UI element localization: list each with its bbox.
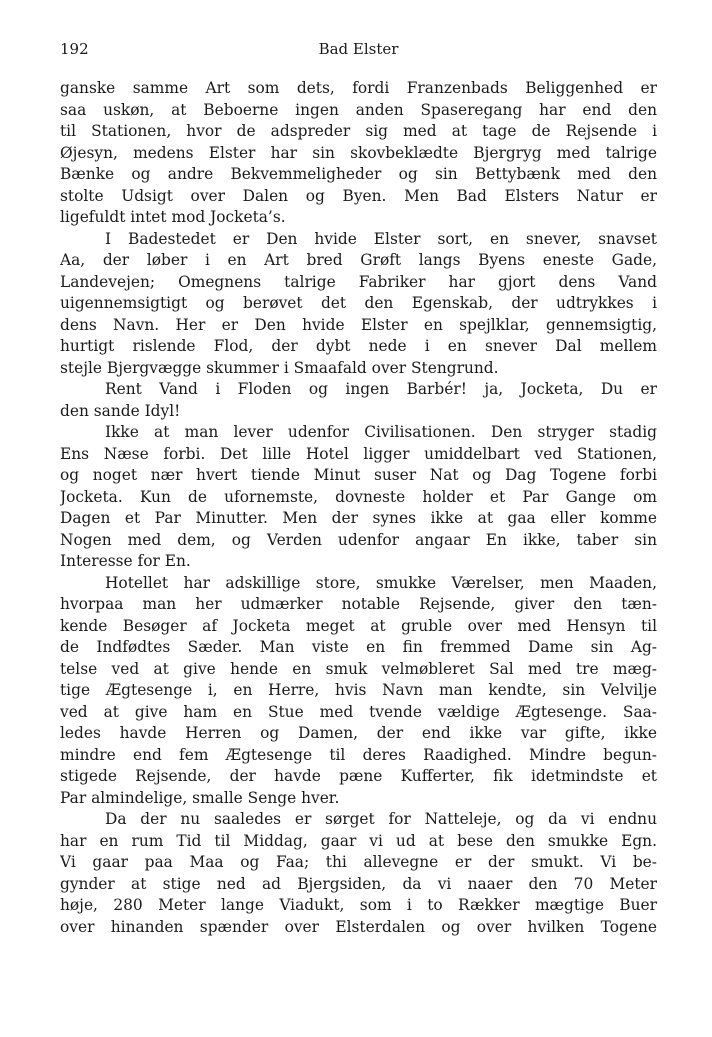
page-number: 192: [60, 40, 89, 58]
text-line: uigennemsigtigt og berøvet det den Egenskab, der udtrykkes i: [60, 294, 657, 312]
text-line: Interesse for En.: [60, 552, 191, 570]
text-line: ledes havde Herren og Damen, der end ikke var gifte, ikke: [60, 724, 657, 742]
paragraph: [60, 229, 657, 380]
text-line: I Badestedet er Den hvide Elster sort, en snever, snavset: [105, 229, 657, 248]
paragraph: [60, 379, 657, 422]
text-line: stejle Bjergvægge skummer i Smaafald over Stengrund.: [60, 358, 499, 377]
text-line: hvorpaa man her udmærker notable Rejsende, giver den tæn-: [60, 595, 657, 613]
text-line: den sande Idyl!: [60, 401, 181, 420]
text-line: stolte Udsigt over Dalen og Byen. Men Bad Elsters Natur er: [60, 186, 657, 205]
text-line: høje, 280 Meter lange Viadukt, som i to Rækker mægtige Buer: [60, 896, 657, 914]
text-line: saa uskøn, at Beboerne ingen anden Spaseregang har end den: [60, 100, 657, 119]
text-line: Øjesyn, medens Elster har sin skovbeklædte Bjergryg med talrige: [60, 143, 657, 162]
text-line: Landevejen; Omegnens talrige Fabriker har gjort dens Vand: [60, 272, 657, 291]
text-line: Ens Næse forbi. Det lille Hotel ligger umiddelbart ved Stationen,: [60, 444, 657, 463]
text-line: Bænke og andre Bekvemmeligheder og sin Bettybænk med den: [60, 165, 657, 183]
text-line: de Indfødtes Sæder. Man viste en fin fremmed Dame sin Ag-: [60, 638, 657, 656]
text-line: tige Ægtesenge i, en Herre, hvis Navn man kendte, sin Velvilje: [60, 681, 657, 699]
text-line: Dagen et Par Minutter. Men der synes ikke at gaa eller komme: [60, 509, 657, 527]
running-title: Bad Elster: [318, 40, 399, 58]
text-line: ligefuldt intet mod Jocketa’s.: [60, 208, 286, 226]
paragraph: [60, 809, 657, 938]
text-line: Hotellet har adskillige store, smukke Værelser, men Maaden,: [105, 573, 657, 592]
text-line: Nogen med dem, og Verden udenfor angaar En ikke, taber sin: [60, 530, 657, 549]
text-line: ganske samme Art som dets, fordi Franzenbads Beliggenhed er: [60, 79, 657, 97]
text-line: Da der nu saaledes er sørget for Natteleje, og da vi endnu: [105, 810, 657, 828]
text-line: stigede Rejsende, der havde pæne Kufferter, fik idetmindste et: [60, 767, 657, 785]
text-line: mindre end fem Ægtesenge til deres Raadighed. Mindre begun-: [60, 745, 657, 764]
text-line: Ikke at man lever udenfor Civilisationen. Den stryger stadig: [105, 423, 657, 441]
text-line: Jocketa. Kun de ufornemste, dovneste holder et Par Gange om: [60, 487, 657, 506]
paragraph: [60, 78, 657, 229]
text-line: telse ved at give hende en smuk velmøbleret Sal med tre mæg-: [60, 659, 657, 678]
text-line: Vi gaar paa Maa og Faa; thi allevegne er der smukt. Vi be-: [60, 853, 657, 871]
paragraph: [60, 422, 657, 573]
body-text: [60, 78, 657, 938]
text-line: dens Navn. Her er Den hvide Elster en spejlklar, gennemsigtig,: [60, 315, 657, 334]
running-head: [60, 38, 657, 60]
text-line: Par almindelige, smalle Senge hver.: [60, 788, 340, 807]
text-line: gynder at stige ned ad Bjergsiden, da vi naaer den 70 Meter: [60, 874, 657, 893]
text-line: Aa, der løber i en Art bred Grøft langs Byens eneste Gade,: [60, 251, 657, 269]
text-line: kende Besøger af Jocketa meget at gruble over med Hensyn til: [60, 616, 657, 635]
paragraph: [60, 573, 657, 810]
text-line: ved at give ham en Stue med tvende vældige Ægtesenge. Saa-: [60, 702, 657, 721]
text-line: og noget nær hvert tiende Minut suser Nat og Dag Togene forbi: [60, 466, 657, 484]
text-line: har en rum Tid til Middag, gaar vi ud at bese den smukke Egn.: [60, 831, 657, 850]
text-line: Rent Vand i Floden og ingen Barbér! ja, Jocketa, Du er: [105, 380, 657, 398]
text-line: hurtigt rislende Flod, der dybt nede i en snever Dal mellem: [60, 337, 657, 355]
book-page: [60, 38, 657, 938]
text-line: til Stationen, hvor de adspreder sig med at tage de Rejsende i: [60, 122, 657, 140]
text-line: over hinanden spænder over Elsterdalen og over hvilken Togene: [60, 917, 657, 936]
